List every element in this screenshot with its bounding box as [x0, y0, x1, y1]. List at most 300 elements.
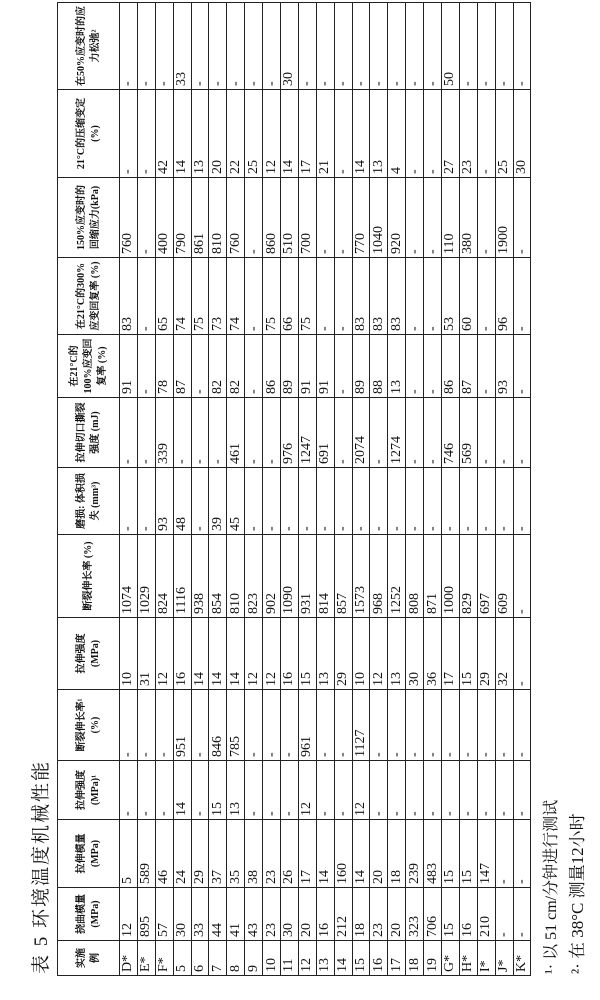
table-cell: 1040 [370, 178, 388, 258]
column-header: 磨损: 体积损失 (mm³) [58, 468, 120, 535]
table-cell: 30 [406, 618, 424, 690]
table-cell: - [316, 468, 334, 535]
table-row [245, 3, 263, 976]
table-cell: - [245, 398, 263, 468]
table-cell: - [513, 618, 531, 690]
table-cell: 461 [227, 398, 245, 468]
table-cell: 29 [477, 618, 495, 690]
table-row [298, 3, 316, 976]
table-cell: 790 [173, 178, 191, 258]
table-cell: 87 [173, 335, 191, 398]
table-cell: 15 [442, 888, 460, 941]
table-cell: - [120, 3, 138, 90]
table-cell: 26 [281, 820, 299, 888]
table-cell: 810 [227, 535, 245, 618]
table-cell: 5 [120, 820, 138, 888]
table-cell: 20 [370, 820, 388, 888]
table-cell: 4 [388, 90, 406, 178]
table-cell: 13 [316, 618, 334, 690]
table-cell: 15 [442, 820, 460, 888]
table-cell: - [120, 90, 138, 178]
table-cell: - [442, 468, 460, 535]
table-cell: - [477, 468, 495, 535]
table-cell: - [137, 178, 155, 258]
table-cell: - [316, 761, 334, 820]
table-cell: 931 [298, 535, 316, 618]
table-cell: - [334, 398, 352, 468]
table-cell: - [245, 335, 263, 398]
table-cell: - [245, 690, 263, 761]
table-cell: 73 [209, 258, 227, 335]
table-cell: - [424, 335, 442, 398]
footnote-2: ²· 在 38°C 测量12小时 [563, 813, 588, 974]
table-cell: 36 [424, 618, 442, 690]
table-row [477, 3, 495, 976]
table-cell: 16 [173, 618, 191, 690]
table-cell: - [352, 468, 370, 535]
rotated-page [0, 0, 600, 1000]
table-row [263, 3, 281, 976]
table-cell: 87 [459, 335, 477, 398]
table-cell: 861 [191, 178, 209, 258]
table-cell: - [424, 690, 442, 761]
table-cell: 860 [263, 178, 281, 258]
table-cell: - [263, 468, 281, 535]
table-cell: - [137, 398, 155, 468]
table-cell: - [513, 535, 531, 618]
table-cell: 871 [424, 535, 442, 618]
table-cell: 14 [173, 90, 191, 178]
table-cell: 74 [173, 258, 191, 335]
table-cell: 785 [227, 690, 245, 761]
table-cell: 21 [316, 90, 334, 178]
table-cell: 700 [298, 178, 316, 258]
table-cell: 15 [459, 618, 477, 690]
table-cell: - [370, 3, 388, 90]
table-cell: - [316, 178, 334, 258]
table-cell: - [209, 398, 227, 468]
table-cell: 12 [370, 618, 388, 690]
table-cell: 400 [155, 178, 173, 258]
table-row [137, 3, 155, 976]
table-cell: 86 [442, 335, 460, 398]
table-cell: 31 [137, 618, 155, 690]
table-cell: 1000 [442, 535, 460, 618]
table-cell: - [137, 335, 155, 398]
table-cell: - [424, 90, 442, 178]
table-cell: 12 [155, 618, 173, 690]
table-cell: - [388, 761, 406, 820]
table-cell: 110 [442, 178, 460, 258]
table-cell: 78 [155, 335, 173, 398]
table-cell: 16 [281, 618, 299, 690]
table-cell: - [334, 468, 352, 535]
table-cell: 13 [388, 618, 406, 690]
table-cell: - [263, 761, 281, 820]
table-cell: 323 [406, 888, 424, 941]
table-cell: - [191, 335, 209, 398]
row-label: 9 [245, 941, 263, 976]
table-cell: 39 [209, 468, 227, 535]
table-row [424, 3, 442, 976]
table-cell: - [459, 468, 477, 535]
table-cell: - [245, 761, 263, 820]
table-cell: - [281, 761, 299, 820]
table-cell: - [477, 335, 495, 398]
table-cell: - [477, 690, 495, 761]
table-cell: 15 [209, 761, 227, 820]
table-cell: - [209, 3, 227, 90]
table-caption: 表 5 环境温度机械性能 [26, 760, 53, 974]
table-cell: - [424, 398, 442, 468]
table-cell: 857 [334, 535, 352, 618]
row-label: 18 [406, 941, 424, 976]
table-cell: 83 [120, 258, 138, 335]
table-cell: 20 [298, 888, 316, 941]
row-label: 19 [424, 941, 442, 976]
table-cell: - [191, 3, 209, 90]
table-cell: 23 [263, 888, 281, 941]
table-cell: - [406, 468, 424, 535]
table-cell: - [442, 761, 460, 820]
table-cell: 15 [298, 618, 316, 690]
table-cell: 14 [173, 761, 191, 820]
table-cell: 1116 [173, 535, 191, 618]
table-cell: - [334, 258, 352, 335]
table-cell: 33 [173, 3, 191, 90]
table-row [281, 3, 299, 976]
table-cell: 50 [442, 3, 460, 90]
column-header: 断裂伸长率 (%) [58, 535, 120, 618]
table-cell: - [370, 468, 388, 535]
table-cell: 13 [227, 761, 245, 820]
row-label: E* [137, 941, 155, 976]
table-cell: - [406, 335, 424, 398]
row-label: 5 [173, 941, 191, 976]
table-cell: 10 [352, 618, 370, 690]
table-cell: - [191, 690, 209, 761]
table-cell: 20 [209, 90, 227, 178]
table-cell: - [495, 761, 513, 820]
table-cell: - [513, 258, 531, 335]
table-cell: - [495, 690, 513, 761]
row-label: J* [495, 941, 513, 976]
table-cell: 91 [120, 335, 138, 398]
table-cell: 17 [298, 820, 316, 888]
row-label: 15 [352, 941, 370, 976]
column-header: 拉伸模量 (MPa) [58, 820, 120, 888]
table-cell: 1252 [388, 535, 406, 618]
table-cell: 37 [209, 820, 227, 888]
column-header: 拉伸强度 (MPa)¹ [58, 761, 120, 820]
table-cell: - [388, 3, 406, 90]
table-cell: 976 [281, 398, 299, 468]
table-cell: 12 [352, 761, 370, 820]
table-cell: 43 [245, 888, 263, 941]
table-row [370, 3, 388, 976]
table-cell: - [370, 398, 388, 468]
table-row [459, 3, 477, 976]
table-row [155, 3, 173, 976]
table-cell: 810 [209, 178, 227, 258]
row-label: 11 [281, 941, 299, 976]
table-cell: 961 [298, 690, 316, 761]
table-cell: 18 [352, 888, 370, 941]
table-cell: - [495, 3, 513, 90]
table-cell: 808 [406, 535, 424, 618]
row-label: 16 [370, 941, 388, 976]
table-cell: 30 [173, 888, 191, 941]
table-cell: - [120, 690, 138, 761]
table-cell: 920 [388, 178, 406, 258]
table-cell: 1274 [388, 398, 406, 468]
table-cell: 902 [263, 535, 281, 618]
row-label: 6 [191, 941, 209, 976]
table-cell: 380 [459, 178, 477, 258]
table-cell: 44 [209, 888, 227, 941]
table-cell: - [155, 761, 173, 820]
table-cell: 96 [495, 258, 513, 335]
table-cell: - [334, 761, 352, 820]
table-row [352, 3, 370, 976]
table-cell: 770 [352, 178, 370, 258]
table-cell: 23 [370, 888, 388, 941]
table-cell: 41 [227, 888, 245, 941]
table-cell: 30 [281, 888, 299, 941]
table-cell: 35 [227, 820, 245, 888]
table-cell: 57 [155, 888, 173, 941]
table-cell: 89 [352, 335, 370, 398]
table-cell: 10 [120, 618, 138, 690]
column-header: 拉伸强度(MPa) [58, 618, 120, 690]
table-row [120, 3, 138, 976]
table-cell: - [155, 690, 173, 761]
table-cell: - [477, 3, 495, 90]
table-cell: 48 [173, 468, 191, 535]
row-label: 8 [227, 941, 245, 976]
row-label: F* [155, 941, 173, 976]
table-cell: - [495, 468, 513, 535]
table-cell: 32 [495, 618, 513, 690]
table-cell: - [173, 398, 191, 468]
table-cell: 1074 [120, 535, 138, 618]
table-cell: - [513, 888, 531, 941]
column-header: 150%应变时的回缩应力(kPa) [58, 178, 120, 258]
table-cell: 968 [370, 535, 388, 618]
table-cell: - [406, 178, 424, 258]
table-cell: 93 [495, 335, 513, 398]
table-cell: 14 [352, 820, 370, 888]
table-cell: - [137, 468, 155, 535]
table-cell: - [406, 258, 424, 335]
table-cell: - [477, 258, 495, 335]
table-cell: - [263, 690, 281, 761]
table-cell: 29 [191, 820, 209, 888]
table-cell: - [442, 690, 460, 761]
table-cell: 938 [191, 535, 209, 618]
table-cell: 569 [459, 398, 477, 468]
table-cell: - [334, 690, 352, 761]
table-cell: 12 [245, 618, 263, 690]
table-cell: 74 [227, 258, 245, 335]
table-cell: 33 [191, 888, 209, 941]
table-cell: - [245, 3, 263, 90]
table-cell: 824 [155, 535, 173, 618]
table-cell: 854 [209, 535, 227, 618]
table-cell: 93 [155, 468, 173, 535]
table-cell: - [334, 90, 352, 178]
table-cell: - [120, 398, 138, 468]
table-cell: - [263, 398, 281, 468]
table-cell: - [191, 398, 209, 468]
table-cell: 27 [442, 90, 460, 178]
row-label: H* [459, 941, 477, 976]
table-cell: - [137, 258, 155, 335]
table-cell: 18 [388, 820, 406, 888]
row-label: 13 [316, 941, 334, 976]
table-cell: 24 [173, 820, 191, 888]
table-cell: 609 [495, 535, 513, 618]
table-cell: - [406, 398, 424, 468]
column-header: 拉伸切口撕裂强度 (mJ) [58, 398, 120, 468]
table-cell: 14 [191, 618, 209, 690]
table-cell: 829 [459, 535, 477, 618]
table-cell: 15 [459, 820, 477, 888]
table-cell: 91 [316, 335, 334, 398]
table-cell: - [137, 761, 155, 820]
table-cell: 25 [245, 90, 263, 178]
row-label: 7 [209, 941, 227, 976]
table-cell: 339 [155, 398, 173, 468]
table-cell: - [406, 761, 424, 820]
row-label: I* [477, 941, 495, 976]
table-cell: 160 [334, 820, 352, 888]
table-cell: - [513, 335, 531, 398]
table-cell: 14 [281, 90, 299, 178]
table-cell: - [191, 468, 209, 535]
table-cell: 239 [406, 820, 424, 888]
table-cell: 20 [388, 888, 406, 941]
row-label: K* [513, 941, 531, 976]
table-cell: 25 [495, 90, 513, 178]
table-row [513, 3, 531, 976]
table-cell: 66 [281, 258, 299, 335]
table-cell: - [495, 398, 513, 468]
table-cell: - [459, 761, 477, 820]
table-cell: 22 [227, 90, 245, 178]
table-cell: 760 [227, 178, 245, 258]
row-label: 12 [298, 941, 316, 976]
table-cell: 147 [477, 820, 495, 888]
table-cell: 82 [227, 335, 245, 398]
table-cell: - [424, 178, 442, 258]
table-row [388, 3, 406, 976]
table-row [442, 3, 460, 976]
table-cell: 53 [442, 258, 460, 335]
table-cell: 1090 [281, 535, 299, 618]
table-cell: - [477, 398, 495, 468]
table-cell: - [155, 3, 173, 90]
table-cell: 12 [263, 90, 281, 178]
table-cell: - [370, 761, 388, 820]
table-cell: 83 [352, 258, 370, 335]
table-cell: 14 [209, 618, 227, 690]
table-cell: - [245, 468, 263, 535]
table-row [191, 3, 209, 976]
table-cell: - [298, 468, 316, 535]
table-cell: - [298, 3, 316, 90]
table-cell: 42 [155, 90, 173, 178]
table-cell: - [513, 761, 531, 820]
table-cell: 23 [263, 820, 281, 888]
table-cell: 23 [459, 90, 477, 178]
table-cell: - [334, 178, 352, 258]
row-label: 10 [263, 941, 281, 976]
column-header: 断裂伸长率¹ (%) [58, 690, 120, 761]
table-cell: - [406, 90, 424, 178]
table-cell: 823 [245, 535, 263, 618]
table-cell: 13 [191, 90, 209, 178]
table-cell: 12 [263, 618, 281, 690]
table-cell: 29 [334, 618, 352, 690]
table-cell: - [459, 3, 477, 90]
table-cell: 91 [298, 335, 316, 398]
table-cell: 14 [227, 618, 245, 690]
table-cell: - [477, 178, 495, 258]
table-cell: - [316, 258, 334, 335]
column-header: 21°C的压缩变定 (%) [58, 90, 120, 178]
table-cell: 846 [209, 690, 227, 761]
table-row [209, 3, 227, 976]
table-cell: 14 [316, 820, 334, 888]
table-cell: 13 [388, 335, 406, 398]
table-cell: - [513, 820, 531, 888]
table-cell: 45 [227, 468, 245, 535]
table-cell: 75 [191, 258, 209, 335]
table-cell: - [495, 820, 513, 888]
table-cell: 65 [155, 258, 173, 335]
table-cell: - [459, 690, 477, 761]
table-cell: 75 [298, 258, 316, 335]
table-cell: 89 [281, 335, 299, 398]
table-cell: 17 [442, 618, 460, 690]
table-cell: 16 [459, 888, 477, 941]
header-row [58, 3, 120, 976]
footnote-1: ¹· 以 51 cm/分钟进行测试 [538, 800, 561, 974]
table-cell: - [120, 761, 138, 820]
table-cell: 1127 [352, 690, 370, 761]
column-header: 挠曲模量 (MPa) [58, 888, 120, 941]
table-cell: - [424, 3, 442, 90]
table-cell: 38 [245, 820, 263, 888]
table-cell: - [245, 178, 263, 258]
table-row [316, 3, 334, 976]
table-cell: 86 [263, 335, 281, 398]
table-cell: 12 [298, 761, 316, 820]
table-cell: - [245, 258, 263, 335]
column-header: 在50%应变时的应力松弛² [58, 3, 120, 90]
table-row [406, 3, 424, 976]
table-cell: - [316, 3, 334, 90]
table-cell: - [388, 468, 406, 535]
table-cell: 1247 [298, 398, 316, 468]
table-cell: - [477, 761, 495, 820]
table-cell: 706 [424, 888, 442, 941]
table-cell: 46 [155, 820, 173, 888]
table-cell: 13 [370, 90, 388, 178]
row-label: D* [120, 941, 138, 976]
table-cell: - [424, 468, 442, 535]
